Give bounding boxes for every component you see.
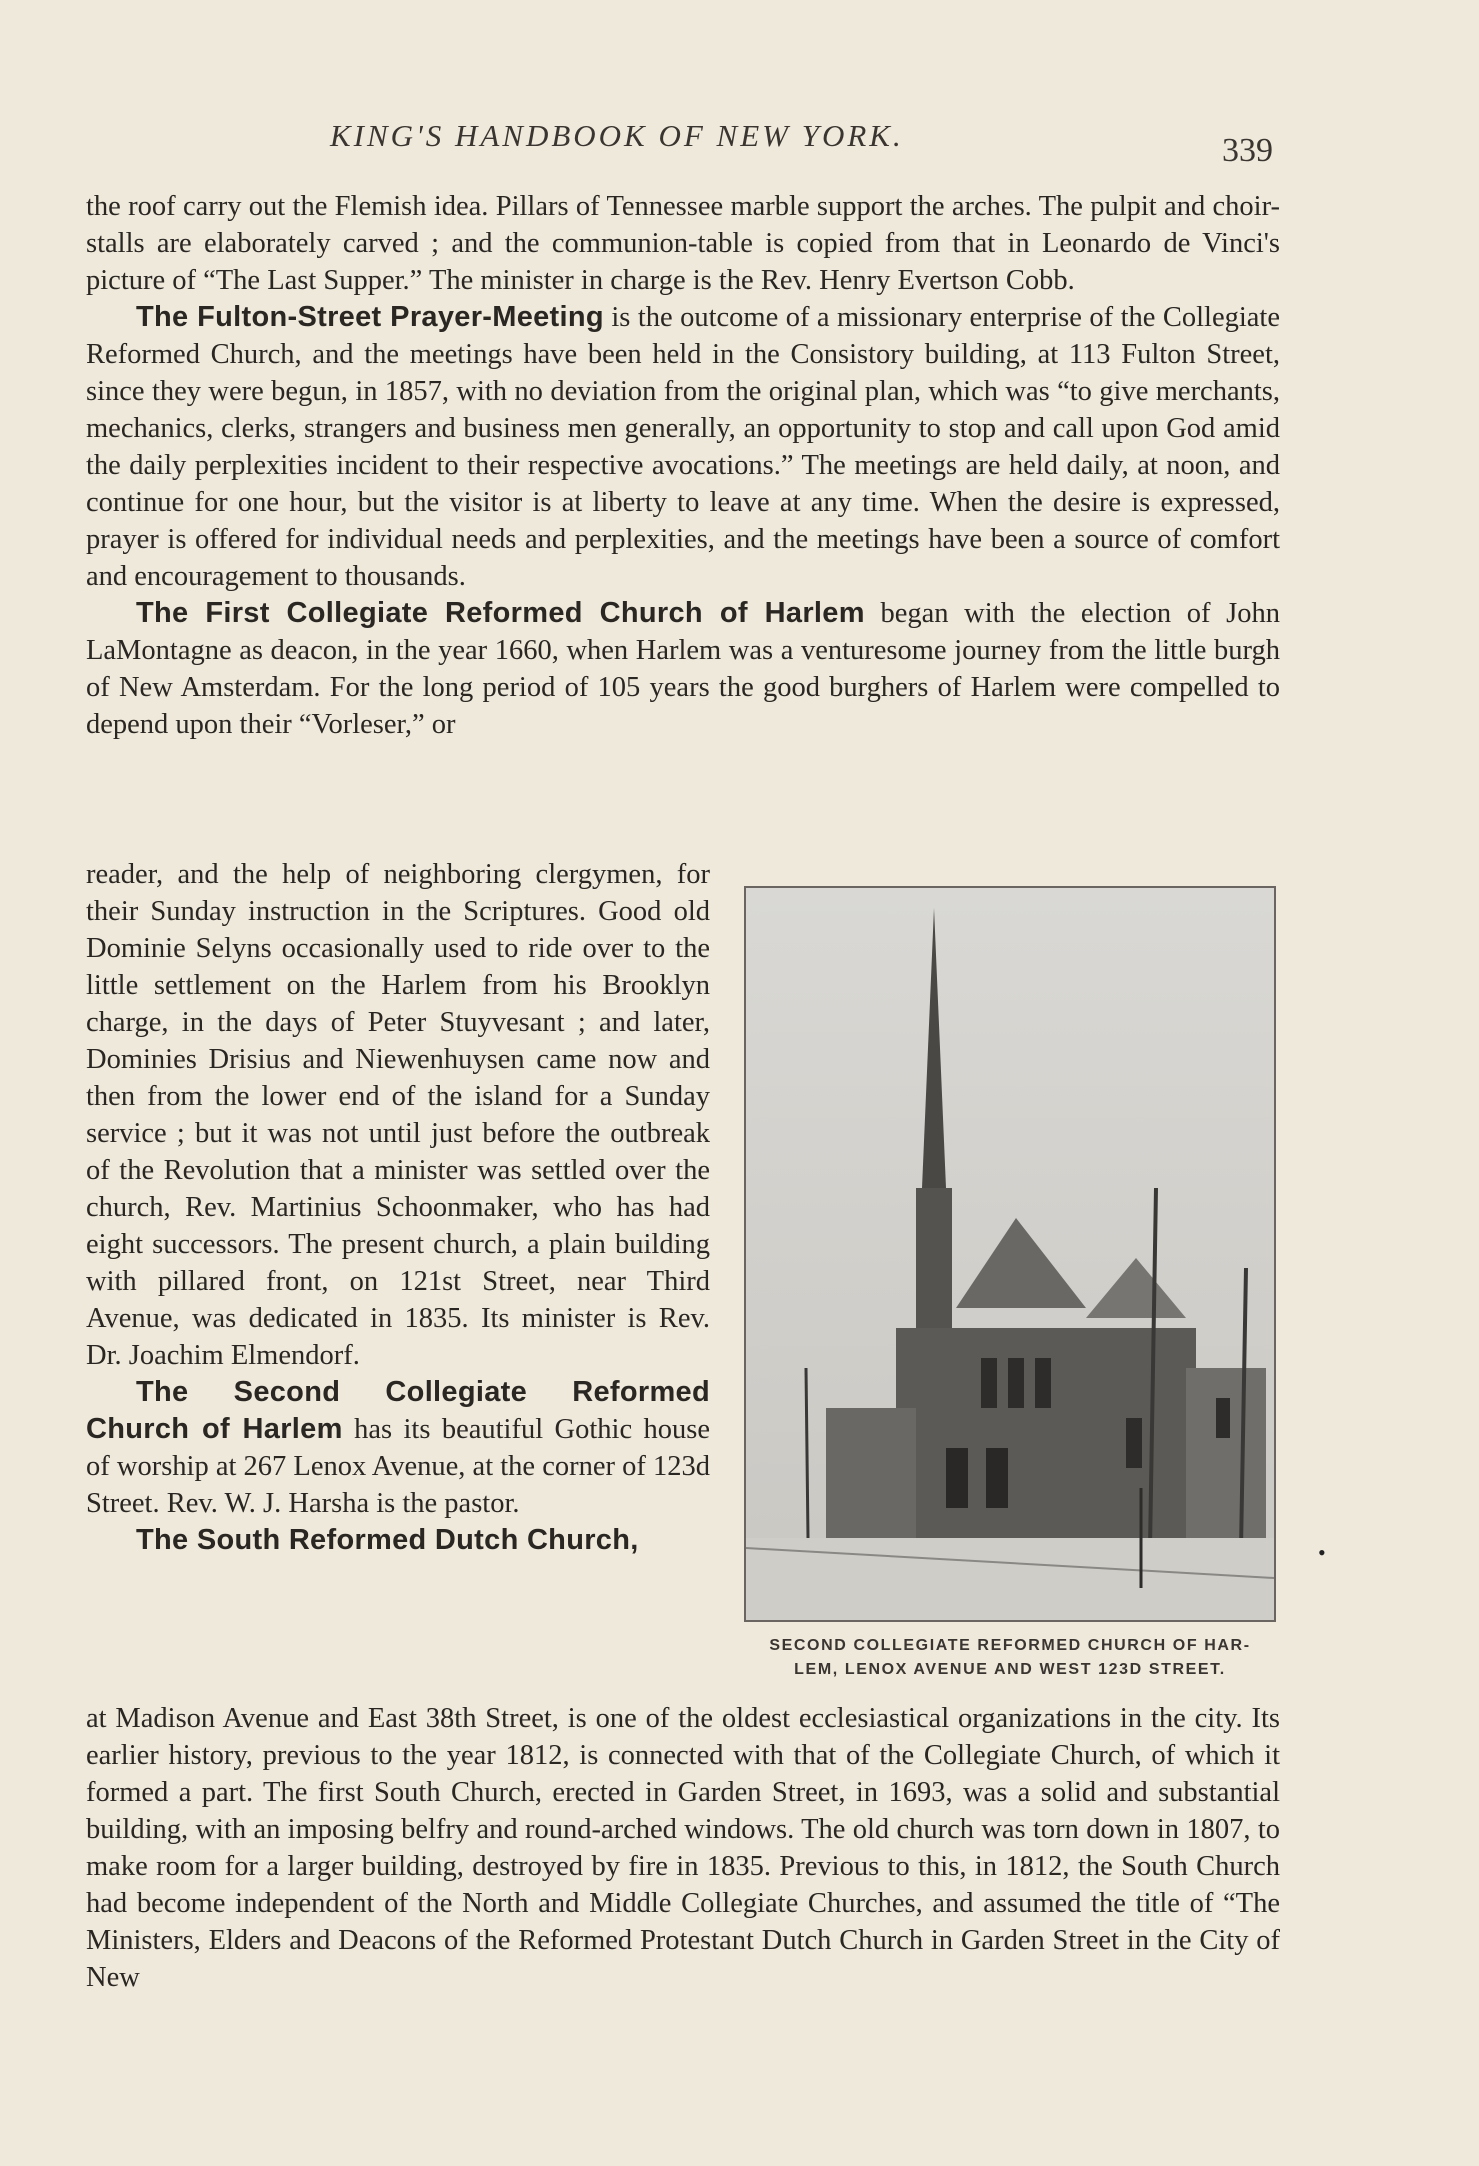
running-head: KING'S HANDBOOK OF NEW YORK. [330, 118, 904, 153]
margin-mark: • [1318, 1540, 1326, 1565]
paragraph-fulton-street-text: is the outcome of a missionary enterprise of the Collegiate Reformed Church, and the meetings have been held in the Consistory building, at 113 Fulton Street, since they were begun, in 1857, with no deviation from the original plan, which was “to give merchants, mechanics, clerks, strangers and business men generally, an opportunity to stop and call upon God amid the daily perplexities incident to their respective avocations.” The meetings are held daily, at noon, and continue for one hour, but the visitor is at liberty to leave at any time. When the desire is expressed, prayer is offered for individual needs and perplexities, and the meetings have been a source of comfort and encouragement to thousands. [86, 302, 1280, 592]
text-column-left [86, 856, 710, 1559]
paragraph-first-collegiate [86, 595, 1280, 743]
paragraph-south-reformed: at Madison Avenue and East 38th Street, is one of the oldest ecclesiastical organizations in the city. Its earlier history, previous to the year 1812, is connected with that of the Collegiate Church, of which it formed a part. The first South Church, erected in Garden Street, in 1693, was a solid and substantial building, with an imposing belfry and round-arched windows. The old church was torn down in 1807, to make room for a larger building, destroyed by fire in 1835. Previous to this, in 1812, the South Church had become independent of the North and Middle Collegiate Churches, and assumed the title of “The Ministers, Elders and Deacons of the Reformed Protestant Dutch Church in Garden Street in the City of New [86, 1703, 1280, 1993]
text-block-top [86, 188, 1280, 743]
paragraph-second-collegiate-text: has its beautiful Gothic house of worship at 267 Lenox Avenue, at the corner of 123d Street. Rev. W. J. Harsha is the pastor. [86, 1414, 710, 1519]
church-illustration [746, 888, 1274, 1620]
heading-fulton-street: The Fulton-Street Prayer-Meeting [136, 301, 604, 333]
paragraph-second-collegiate [86, 1374, 710, 1522]
page-number: 339 [1222, 132, 1273, 169]
caption-line-1: SECOND COLLEGIATE REFORMED CHURCH OF HAR- [769, 1637, 1251, 1654]
caption-line-2: LEM, LENOX AVENUE AND WEST 123D STREET. [794, 1661, 1226, 1678]
heading-second-collegiate: The Second Collegiate Reformed Church of Harlem [86, 1376, 710, 1445]
paragraph-continued: the roof carry out the Flemish idea. Pillars of Tennessee marble support the arches. The pulpit and choir-stalls are elaborately carved ; and the communion-table is copied from that in Leonardo de Vinci's picture of “The Last Supper.” The minister in charge is the Rev. Henry Evertson Cobb. [86, 191, 1280, 296]
figure-caption [740, 1634, 1280, 1682]
paragraph-south-reformed-heading [86, 1522, 710, 1559]
heading-first-collegiate: The First Collegiate Reformed Church of Harlem [136, 597, 865, 629]
text-block-bottom [86, 1700, 1280, 1996]
paragraph-first-collegiate-text: began with the election of John LaMontagne as deacon, in the year 1660, when Harlem was a venturesome journey from the little burgh of New Amsterdam. For the long period of 105 years the good burghers of Harlem were compelled to depend upon their “Vorleser,” or [86, 598, 1281, 740]
paragraph-first-collegiate-cont: reader, and the help of neighboring clergymen, for their Sunday instruction in the Scriptures. Good old Dominie Selyns occasionally used to ride over to the little settlement on the Harlem from his Brooklyn charge, in the days of Peter Stuyvesant ; and later, Dominies Drisius and Niewenhuysen came now and then from the lower end of the island for a Sunday service ; but it was not until just before the outbreak of the Revolution that a minister was settled over the church, Rev. Martinius Schoonmaker, who has had eight successors. The present church, a plain building with pillared front, on 121st Street, near Third Avenue, was dedicated in 1835. Its minister is Rev. Dr. Joachim Elmendorf. [86, 859, 710, 1371]
church-photograph [744, 886, 1276, 1622]
paragraph-fulton-street [86, 299, 1280, 595]
heading-south-reformed: The South Reformed Dutch Church, [136, 1524, 639, 1556]
